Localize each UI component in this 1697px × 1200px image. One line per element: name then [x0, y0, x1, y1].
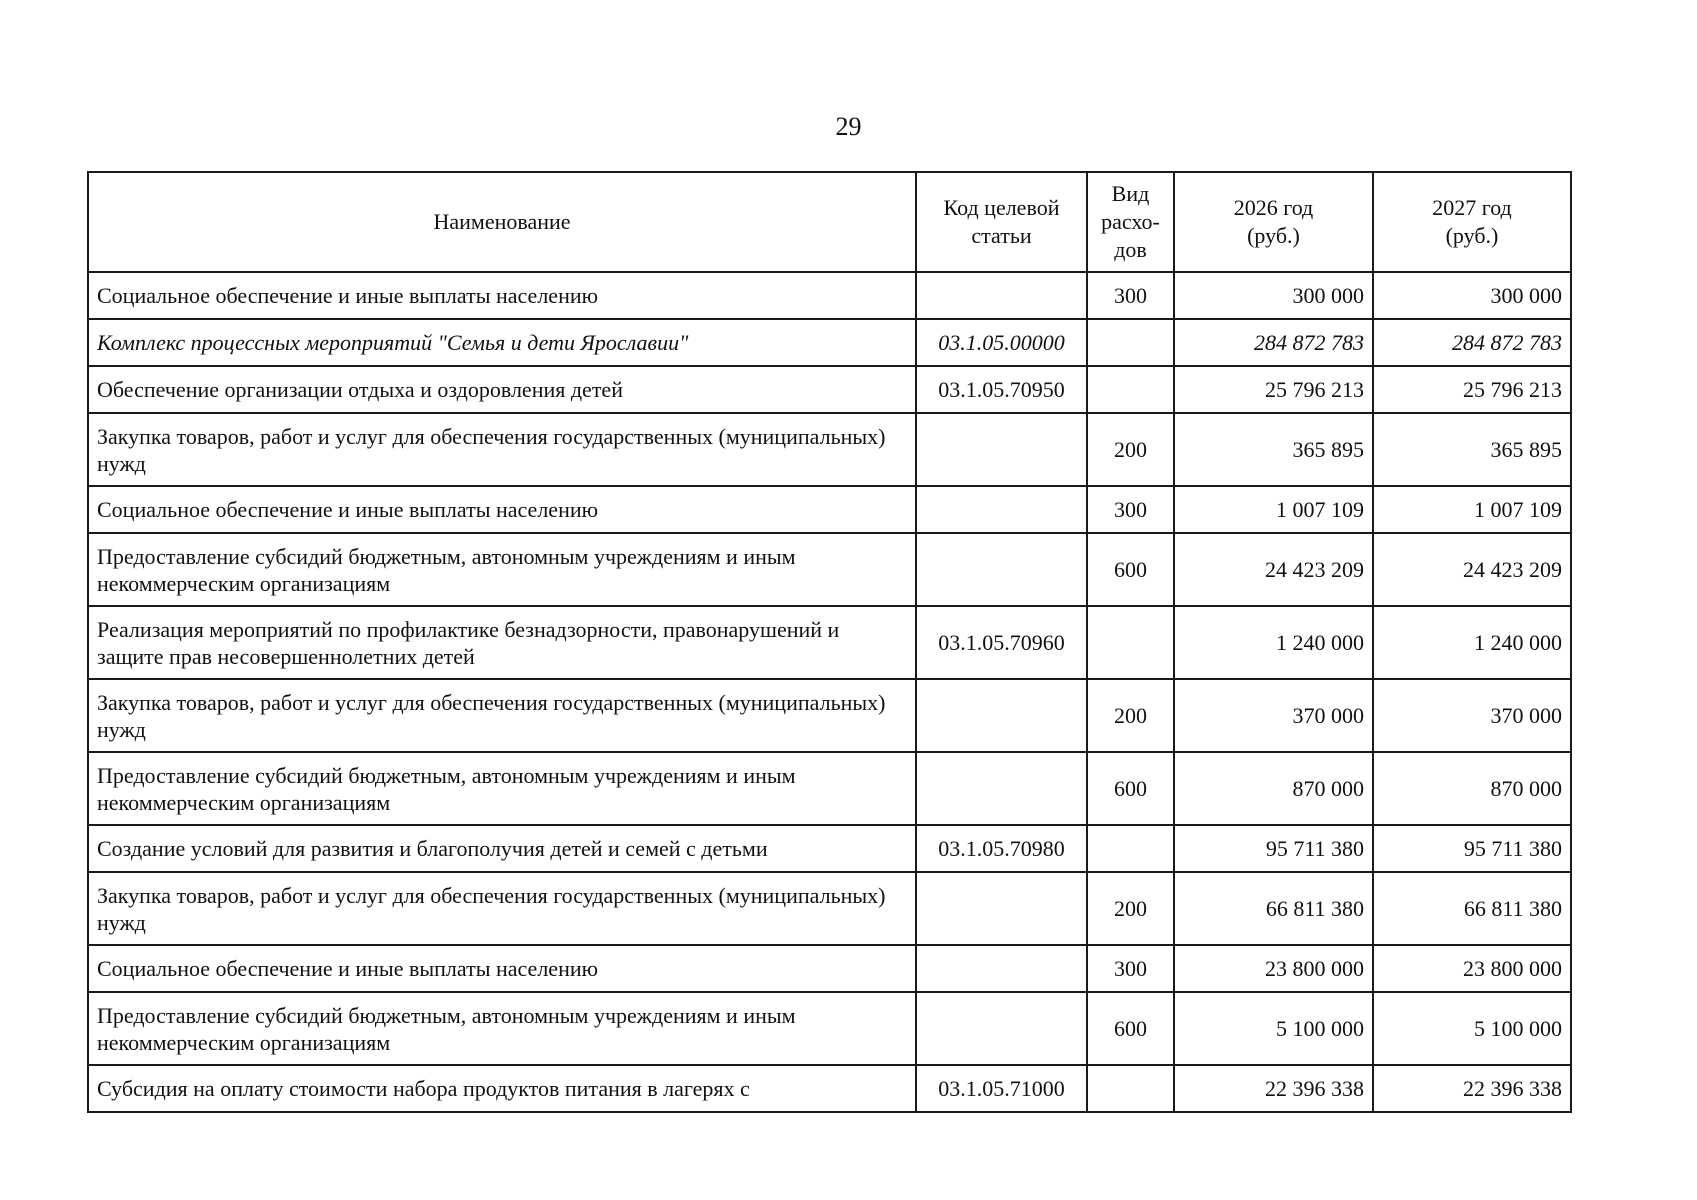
row-amount-2026: 95 711 380: [1174, 825, 1373, 872]
row-amount-2027: 1 240 000: [1373, 606, 1571, 679]
row-amount-2026: 5 100 000: [1174, 992, 1373, 1065]
row-type: [1087, 825, 1174, 872]
row-amount-2026: 365 895: [1174, 413, 1373, 486]
table-row: [88, 752, 1571, 825]
table-row: [88, 872, 1571, 945]
row-code: 03.1.05.70950: [916, 366, 1087, 413]
row-amount-2027: 300 000: [1373, 272, 1571, 319]
row-amount-2027: 95 711 380: [1373, 825, 1571, 872]
table-row: [88, 606, 1571, 679]
row-type: 600: [1087, 752, 1174, 825]
row-name: Обеспечение организации отдыха и оздоровления детей: [88, 366, 916, 413]
row-type: 600: [1087, 992, 1174, 1065]
row-name: Реализация мероприятий по профилактике безнадзорности, правонарушений и защите прав несовершеннолетних детей: [88, 606, 916, 679]
row-type: 600: [1087, 533, 1174, 606]
header-year-2027: 2027 год (руб.): [1373, 172, 1571, 272]
row-type: [1087, 606, 1174, 679]
row-amount-2027: 284 872 783: [1373, 319, 1571, 366]
row-code: [916, 752, 1087, 825]
header-type: Вид расхо- дов: [1087, 172, 1174, 272]
row-name: Социальное обеспечение и иные выплаты населению: [88, 272, 916, 319]
row-code: [916, 486, 1087, 533]
row-type: 200: [1087, 872, 1174, 945]
row-amount-2026: 284 872 783: [1174, 319, 1373, 366]
row-name: Предоставление субсидий бюджетным, автономным учреждениям и иным некоммерческим организациям: [88, 752, 916, 825]
row-amount-2027: 66 811 380: [1373, 872, 1571, 945]
table-row: [88, 992, 1571, 1065]
row-amount-2027: 370 000: [1373, 679, 1571, 752]
row-amount-2027: 22 396 338: [1373, 1065, 1571, 1112]
row-type: [1087, 319, 1174, 366]
row-name: Закупка товаров, работ и услуг для обеспечения государственных (муниципальных) нужд: [88, 413, 916, 486]
row-code: [916, 272, 1087, 319]
row-amount-2027: 24 423 209: [1373, 533, 1571, 606]
row-name: Закупка товаров, работ и услуг для обеспечения государственных (муниципальных) нужд: [88, 679, 916, 752]
row-amount-2026: 24 423 209: [1174, 533, 1373, 606]
row-code: [916, 413, 1087, 486]
row-code: 03.1.05.00000: [916, 319, 1087, 366]
header-name: Наименование: [88, 172, 916, 272]
row-name: Социальное обеспечение и иные выплаты населению: [88, 486, 916, 533]
row-amount-2026: 300 000: [1174, 272, 1373, 319]
row-code: 03.1.05.71000: [916, 1065, 1087, 1112]
header-year-2026: 2026 год (руб.): [1174, 172, 1373, 272]
row-amount-2026: 25 796 213: [1174, 366, 1373, 413]
row-amount-2027: 1 007 109: [1373, 486, 1571, 533]
table-header-row: [88, 172, 1571, 272]
row-name: Комплекс процессных мероприятий "Семья и дети Ярославии": [88, 319, 916, 366]
budget-table: [87, 171, 1572, 1113]
row-type: [1087, 1065, 1174, 1112]
row-code: [916, 992, 1087, 1065]
row-amount-2027: 870 000: [1373, 752, 1571, 825]
row-name: Предоставление субсидий бюджетным, автономным учреждениям и иным некоммерческим организациям: [88, 533, 916, 606]
row-amount-2026: 870 000: [1174, 752, 1373, 825]
table-row: [88, 533, 1571, 606]
row-code: [916, 872, 1087, 945]
row-code: [916, 533, 1087, 606]
row-code: [916, 679, 1087, 752]
row-amount-2027: 23 800 000: [1373, 945, 1571, 992]
table-row: [88, 825, 1571, 872]
row-amount-2026: 370 000: [1174, 679, 1373, 752]
row-code: [916, 945, 1087, 992]
row-name: Создание условий для развития и благополучия детей и семей с детьми: [88, 825, 916, 872]
row-amount-2026: 1 240 000: [1174, 606, 1373, 679]
row-type: 300: [1087, 272, 1174, 319]
row-code: 03.1.05.70980: [916, 825, 1087, 872]
row-amount-2027: 25 796 213: [1373, 366, 1571, 413]
row-name: Закупка товаров, работ и услуг для обеспечения государственных (муниципальных) нужд: [88, 872, 916, 945]
row-name: Субсидия на оплату стоимости набора продуктов питания в лагерях с: [88, 1065, 916, 1112]
header-code: Код целевой статьи: [916, 172, 1087, 272]
row-amount-2026: 23 800 000: [1174, 945, 1373, 992]
row-amount-2027: 5 100 000: [1373, 992, 1571, 1065]
table-row: [88, 1065, 1571, 1112]
row-name: Социальное обеспечение и иные выплаты населению: [88, 945, 916, 992]
row-name: Предоставление субсидий бюджетным, автономным учреждениям и иным некоммерческим организациям: [88, 992, 916, 1065]
table-row: [88, 413, 1571, 486]
row-amount-2026: 1 007 109: [1174, 486, 1373, 533]
row-code: 03.1.05.70960: [916, 606, 1087, 679]
table-row: [88, 679, 1571, 752]
table-row: [88, 366, 1571, 413]
row-amount-2026: 22 396 338: [1174, 1065, 1373, 1112]
table-row: [88, 486, 1571, 533]
row-type: 200: [1087, 679, 1174, 752]
row-type: 300: [1087, 486, 1174, 533]
row-type: 300: [1087, 945, 1174, 992]
row-type: 200: [1087, 413, 1174, 486]
table-row: [88, 945, 1571, 992]
table-row: [88, 319, 1571, 366]
table-row: [88, 272, 1571, 319]
row-amount-2027: 365 895: [1373, 413, 1571, 486]
row-type: [1087, 366, 1174, 413]
row-amount-2026: 66 811 380: [1174, 872, 1373, 945]
page-number: 29: [835, 112, 862, 141]
